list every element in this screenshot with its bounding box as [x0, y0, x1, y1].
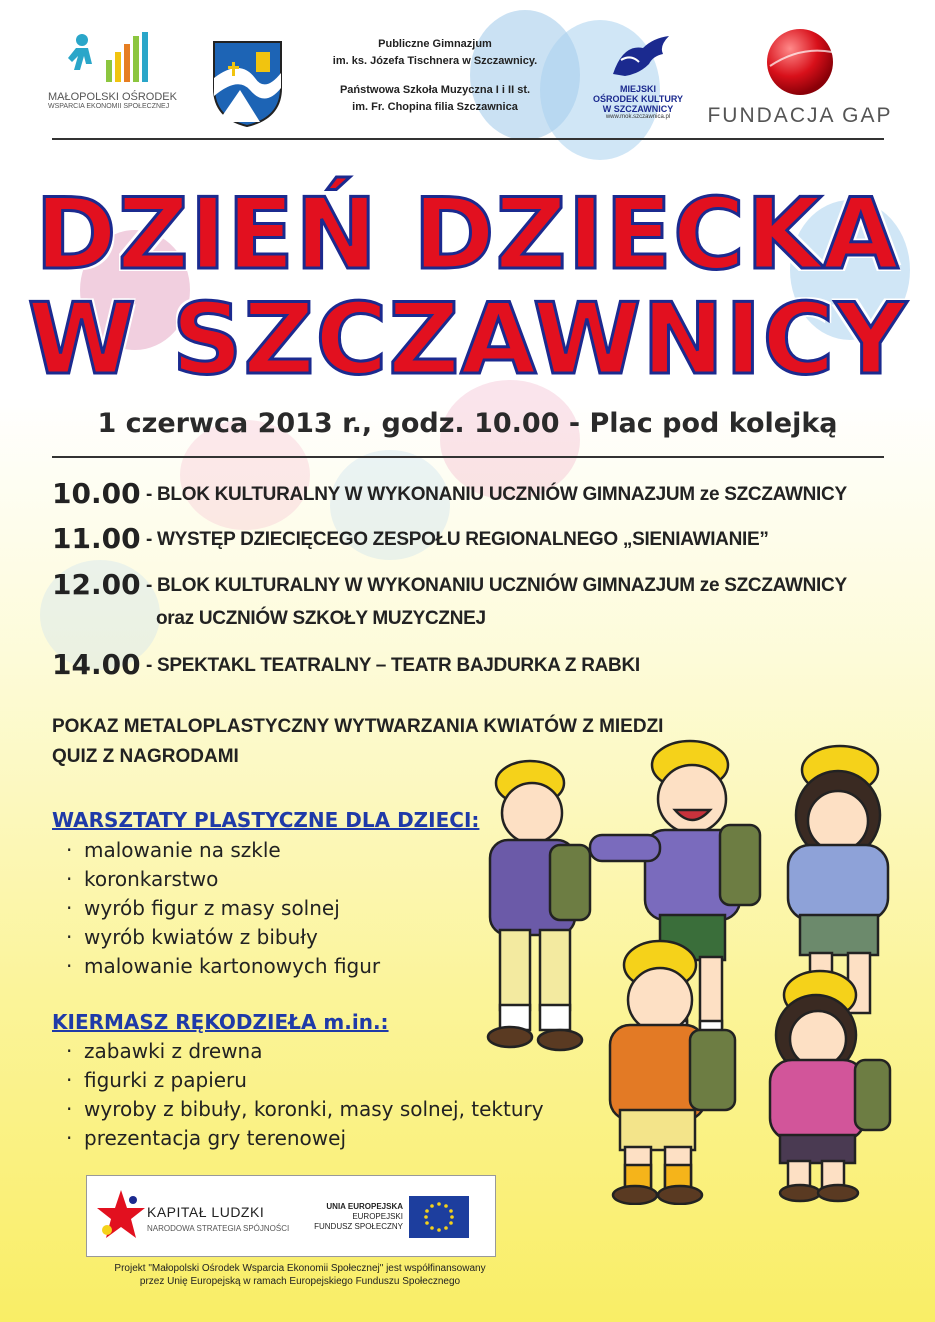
gap-name: FUNDACJA GAP [707, 104, 893, 127]
workshops-heading: WARSZTATY PLASTYCZNE DLA DZIECI: [52, 808, 480, 832]
footer-line-2: przez Unię Europejską w ramach Europejskiego Funduszu Społecznego [139, 1276, 461, 1287]
schedule-desc-continued: oraz UCZNIÓW SZKOŁY MUZYCZNEJ [156, 608, 486, 629]
children-with-helmets-icon [470, 725, 910, 1205]
mok-url: www.mok.szczawnica.pl [605, 114, 671, 120]
eu-title: UNIA EUROPEJSKA [326, 1202, 403, 1211]
list-item: · figurki z papieru [66, 1068, 247, 1092]
list-item: · koronkarstwo [66, 867, 219, 891]
kl-subtitle: NARODOWA STRATEGIA SPÓJNOŚCI [147, 1224, 290, 1233]
red-sphere-icon [760, 26, 840, 98]
workshops-list [66, 836, 380, 981]
children-illustration [470, 725, 910, 1205]
list-item: · wyroby z bibuły, koronki, masy solnej, tektury [66, 1097, 544, 1121]
fair-heading: KIERMASZ RĘKODZIEŁA m.in.: [52, 1010, 389, 1034]
mowes-caption-2: WSPARCIA EKONOMII SPOŁECZNEJ [48, 103, 170, 110]
list-item: · wyrób figur z masy solnej [66, 896, 340, 920]
szczawnica-coat-of-arms [210, 38, 285, 132]
schedule-desc: - BLOK KULTURALNY W WYKONANIU UCZNIÓW GIMNAZJUM ze SZCZAWNICY [146, 484, 847, 505]
schedule-desc: - WYSTĘP DZIECIĘCEGO ZESPOŁU REGIONALNEGO „SIENIAWIANIE” [146, 529, 769, 550]
school-line-1: Publiczne Gimnazjum [378, 38, 492, 50]
schedule-time: 11.00 [52, 522, 141, 555]
eu-flag-icon [409, 1196, 469, 1238]
mok-line-1: MIEJSKI [619, 84, 656, 94]
eu-sub2: FUNDUSZ SPOŁECZNY [314, 1222, 403, 1231]
school-line-2: im. ks. Józefa Tischnera w Szczawnicy. [332, 55, 538, 67]
extra-quiz: QUIZ Z NAGRODAMI [52, 746, 239, 767]
mowes-logo [48, 30, 178, 125]
fundacja-gap-logo [705, 26, 895, 128]
mowes-caption-1: MAŁOPOLSKI OŚRODEK [48, 91, 177, 103]
list-item: · prezentacja gry terenowej [66, 1126, 347, 1150]
mok-logo [588, 34, 688, 120]
eu-sub1: EUROPEJSKI [352, 1212, 403, 1221]
event-date-place: 1 czerwca 2013 r., godz. 10.00 - Plac pod kolejką [97, 408, 838, 439]
title-line-1: DZIEŃ DZIECKA [35, 178, 900, 292]
extra-metaloplastyka: POKAZ METALOPLASTYCZNY WYTWARZANIA KWIATÓW Z MIEDZI [52, 716, 664, 737]
mok-line-3: W SZCZAWNICY [602, 104, 674, 114]
list-item: · wyrób kwiatów z bibuły [66, 925, 318, 949]
schedule-time: 10.00 [52, 477, 141, 510]
schedule-desc: - SPEKTAKL TEATRALNY – TEATR BAJDURKA Z RABKI [146, 655, 640, 676]
schedule-time: 12.00 [52, 568, 141, 601]
schedule-time: 14.00 [52, 648, 141, 681]
kapital-ludzki-star-icon [93, 1186, 148, 1246]
mowes-logo-graphic [48, 30, 178, 85]
school-line-3: Państwowa Szkoła Muzyczna I i II st. [339, 84, 531, 96]
kl-title: KAPITAŁ LUDZKI [147, 1204, 265, 1220]
schedule-desc: - BLOK KULTURALNY W WYKONANIU UCZNIÓW GIMNAZJUM ze SZCZAWNICY [146, 575, 847, 596]
list-item: · malowanie na szkle [66, 838, 281, 862]
eu-funding-box [86, 1175, 496, 1257]
subtitle-rule [52, 456, 884, 458]
title-line-2: W SZCZAWNICY [27, 283, 908, 397]
footer-line-1: Projekt "Małopolski Ośrodek Wsparcia Ekonomii Społecznej" jest współfinansowany [114, 1263, 486, 1274]
schools-text-block [320, 36, 550, 116]
mok-line-2: OŚRODEK KULTURY [593, 94, 683, 104]
coat-of-arms-icon [210, 38, 285, 128]
school-line-4: im. Fr. Chopina filia Szczawnica [352, 101, 518, 113]
header-rule [52, 138, 884, 140]
list-item: · malowanie kartonowych figur [66, 954, 381, 978]
footer-note [40, 1262, 560, 1288]
list-item: · zabawki z drewna [66, 1039, 263, 1063]
pegasus-icon [603, 34, 673, 80]
